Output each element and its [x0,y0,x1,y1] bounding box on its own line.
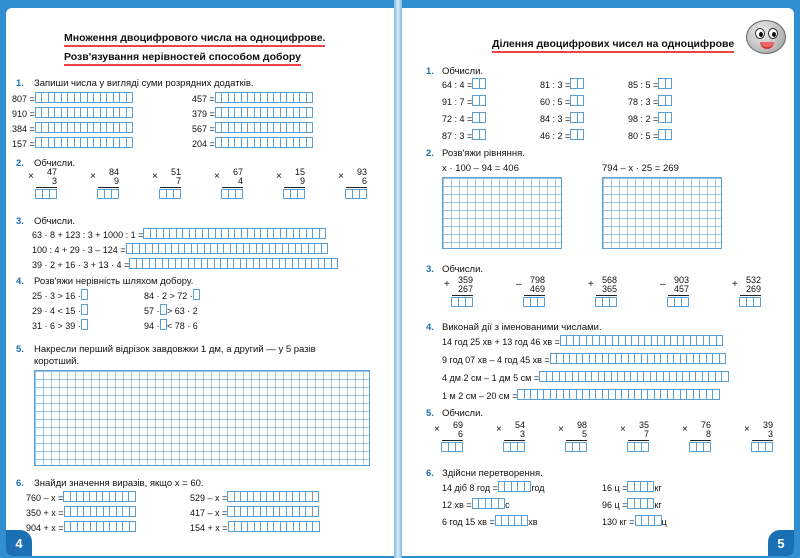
column-operation: × 98 5 [566,421,587,452]
row-unit: < 78 · 6 [167,320,198,331]
page-number: 5 [768,530,794,556]
column-operation: × 67 4 [222,168,243,199]
row-label: 84 · 2 > 72 · [144,290,193,301]
named-number-row [442,335,723,348]
row-unit: хв [528,516,538,527]
task-text: Обчисли. [442,66,484,77]
row-label: 78 : 3 = [628,96,659,107]
row-label: 39 · 2 + 16 · 3 + 13 · 4 = [32,259,130,270]
answer-cells[interactable] [627,498,654,511]
row-unit: с [505,499,510,510]
row-label: 379 = [192,108,215,119]
task-text: Розв'яжи нерівність шляхом добору. [34,276,194,287]
task-number: 4. [426,322,434,333]
answer-cells[interactable] [193,289,201,302]
named-number-row [442,353,726,366]
column-operation: × 76 8 [690,421,711,452]
division-row [628,78,672,91]
row-label: 910 = [12,108,35,119]
value-row [190,506,319,519]
row-label: 14 діб 8 год = [442,482,498,493]
digit-row [12,92,133,105]
task-text: Знайди значення виразів, якщо x = 60. [34,478,204,489]
task-number: 3. [16,216,24,227]
division-row [540,112,584,125]
row-label: 154 + x = [190,522,228,533]
task-text: Обчисли. [442,408,484,419]
task-text: Розв'яжи рівняння. [442,148,525,159]
answer-cells[interactable] [215,137,314,150]
equation-grid-2[interactable] [602,177,722,249]
answer-cells[interactable] [64,521,137,534]
division-row [442,78,486,91]
left-title-1: Множення двоцифрового числа на одноцифрове. [64,32,325,47]
conversion-row [442,515,537,528]
answer-cells[interactable] [129,258,338,271]
task-text: Здійсни перетворення. [442,468,543,479]
answer-cells[interactable] [215,92,314,105]
row-label: 25 · 3 > 16 · [32,290,81,301]
task-text: Обчисли. [442,264,484,275]
value-row [190,521,320,534]
row-label: 31 · 6 > 39 · [32,320,81,331]
answer-cells[interactable] [81,289,89,302]
answer-cells[interactable] [658,78,672,91]
division-row [540,129,584,142]
answer-cells[interactable] [63,491,136,504]
digit-row [192,137,313,150]
inequality-row [32,319,88,332]
row-label: 81 : 3 = [540,79,571,90]
row-label: 63 · 8 + 123 : 3 + 1000 : 1 = [32,229,144,240]
value-row [26,521,136,534]
column-operation: – 903 457 [668,276,689,307]
division-row [442,112,486,125]
answer-cells[interactable] [472,78,486,91]
answer-cells[interactable] [570,95,584,108]
row-label: 807 = [12,93,35,104]
book-spine [394,0,402,558]
row-unit: год [531,482,545,493]
answer-cells[interactable] [227,491,319,504]
answer-cells[interactable] [215,122,314,135]
page-number: 4 [6,530,32,556]
right-page [402,8,794,556]
digit-row [12,122,133,135]
expression-row [32,228,326,241]
answer-cells[interactable] [35,122,134,135]
conversion-row [442,498,510,511]
task-number: 1. [426,66,434,77]
answer-cells[interactable] [81,319,89,332]
equation-grid-1[interactable] [442,177,562,249]
inequality-row [32,304,88,317]
row-label: 350 + x = [26,507,64,518]
answer-cells[interactable] [560,335,724,348]
left-page [6,8,394,556]
row-label: 567 = [192,123,215,134]
answer-cells[interactable] [627,481,654,494]
value-row [26,491,136,504]
equation-2: 794 – x · 25 = 269 [602,163,679,174]
row-label: 80 : 5 = [628,130,659,141]
task-number: 2. [16,158,24,169]
row-label: 98 : 2 = [628,113,659,124]
column-operation: + 532 269 [740,276,761,307]
row-label: 4 дм 2 см – 1 дм 5 см = [442,372,540,383]
task-number: 5. [16,344,24,355]
digit-row [12,137,133,150]
answer-cells[interactable] [472,498,506,511]
column-operation: × 84 9 [98,168,119,199]
row-label: 60 : 5 = [540,96,571,107]
row-label: 72 : 4 = [442,113,473,124]
column-operation: × 69 6 [442,421,463,452]
answer-cells[interactable] [35,92,134,105]
column-operation: × 54 3 [504,421,525,452]
left-title-2: Розв'язування нерівностей способом добору [64,51,301,66]
conversion-row [602,498,662,511]
answer-cells[interactable] [228,521,320,534]
division-row [628,129,672,142]
column-operation: – 798 469 [524,276,545,307]
answer-cells[interactable] [658,95,672,108]
column-operation: × 93 6 [346,168,367,199]
named-number-row [442,371,729,384]
inequality-row [144,289,200,302]
row-label: 417 – x = [190,507,228,518]
mascot-icon [746,20,786,54]
conversion-row [602,481,662,494]
answer-cells[interactable] [498,481,532,494]
answer-cells[interactable] [160,304,168,317]
answer-cells[interactable] [517,389,720,402]
row-label: 100 : 4 + 29 · 3 – 124 = [32,244,126,255]
row-label: 904 + x = [26,522,64,533]
row-unit: кг [654,482,662,493]
row-label: 16 ц = [602,482,628,493]
digit-row [192,107,313,120]
equation-1: x · 100 – 94 = 406 [442,163,519,174]
value-row [190,491,319,504]
task-number: 6. [16,478,24,489]
answer-cells[interactable] [143,228,326,241]
answer-cells[interactable] [81,304,89,317]
row-label: 9 год 07 хв – 4 год 45 хв = [442,354,550,365]
column-operation: × 35 7 [628,421,649,452]
column-operation: × 51 7 [160,168,181,199]
row-unit: ц [661,516,667,527]
answer-cells[interactable] [472,95,486,108]
row-label: 96 ц = [602,499,628,510]
answer-cells[interactable] [227,506,319,519]
row-label: 85 : 5 = [628,79,659,90]
drawing-grid[interactable] [34,370,370,466]
row-label: 384 = [12,123,35,134]
row-label: 46 : 2 = [540,130,571,141]
row-label: 64 : 4 = [442,79,473,90]
task-text: Накресли перший відрізок завдовжки 1 дм, а другий — у 5 разів [34,344,316,355]
row-label: 529 – x = [190,492,228,503]
column-operation: + 568 365 [596,276,617,307]
row-label: 84 : 3 = [540,113,571,124]
answer-cells[interactable] [472,112,486,125]
row-unit: кг [654,499,662,510]
task-text: Виконай дії з іменованими числами. [442,322,602,333]
task-number: 1. [16,78,24,89]
row-label: 29 · 4 < 15 · [32,305,81,316]
answer-cells[interactable] [472,129,486,142]
division-row [628,95,672,108]
answer-cells[interactable] [215,107,314,120]
row-label: 130 кг = [602,516,635,527]
task-text: Обчисли. [34,158,76,169]
division-row [628,112,672,125]
digit-row [192,122,313,135]
row-label: 94 · [144,320,160,331]
task-text: Обчисли. [34,216,76,227]
row-label: 1 м 2 см – 20 см = [442,390,518,401]
row-label: 6 год 15 хв = [442,516,495,527]
row-label: 87 : 3 = [442,130,473,141]
expression-row [32,243,328,256]
division-row [442,129,486,142]
inequality-row [32,289,88,302]
answer-cells[interactable] [126,243,329,256]
answer-cells[interactable] [64,506,137,519]
row-label: 91 : 7 = [442,96,473,107]
column-operation: + 359 267 [452,276,473,307]
task-number: 5. [426,408,434,419]
answer-cells[interactable] [658,112,672,125]
row-label: 57 · [144,305,160,316]
answer-cells[interactable] [570,129,584,142]
answer-cells[interactable] [35,107,134,120]
answer-cells[interactable] [570,78,584,91]
column-operation: × 39 3 [752,421,773,452]
row-unit: > 63 · 2 [167,305,198,316]
answer-cells[interactable] [35,137,134,150]
answer-cells[interactable] [160,319,168,332]
expression-row [32,258,338,271]
answer-cells[interactable] [570,112,584,125]
column-operation: × 15 9 [284,168,305,199]
answer-cells[interactable] [635,515,662,528]
inequality-row [144,304,198,317]
column-operation: × 47 3 [36,168,57,199]
division-row [540,95,584,108]
digit-row [192,92,313,105]
answer-cells[interactable] [658,129,672,142]
task-number: 3. [426,264,434,275]
division-row [540,78,584,91]
row-label: 14 год 25 хв + 13 год 46 хв = [442,336,560,347]
right-title: Ділення двоцифрових чисел на одноцифрове [492,38,734,53]
task-text-2: коротший. [34,356,80,367]
division-row [442,95,486,108]
row-label: 157 = [12,138,35,149]
digit-row [12,107,133,120]
answer-cells[interactable] [495,515,529,528]
conversion-row [602,515,667,528]
task-number: 6. [426,468,434,479]
value-row [26,506,136,519]
row-label: 457 = [192,93,215,104]
row-label: 12 хв = [442,499,472,510]
task-number: 2. [426,148,434,159]
answer-cells[interactable] [550,353,727,366]
answer-cells[interactable] [539,371,729,384]
conversion-row [442,481,544,494]
task-number: 4. [16,276,24,287]
task-text: Запиши числа у вигляді суми розрядних додатків. [34,78,254,89]
inequality-row [144,319,198,332]
row-label: 760 – x = [26,492,64,503]
named-number-row [442,389,720,402]
row-label: 204 = [192,138,215,149]
